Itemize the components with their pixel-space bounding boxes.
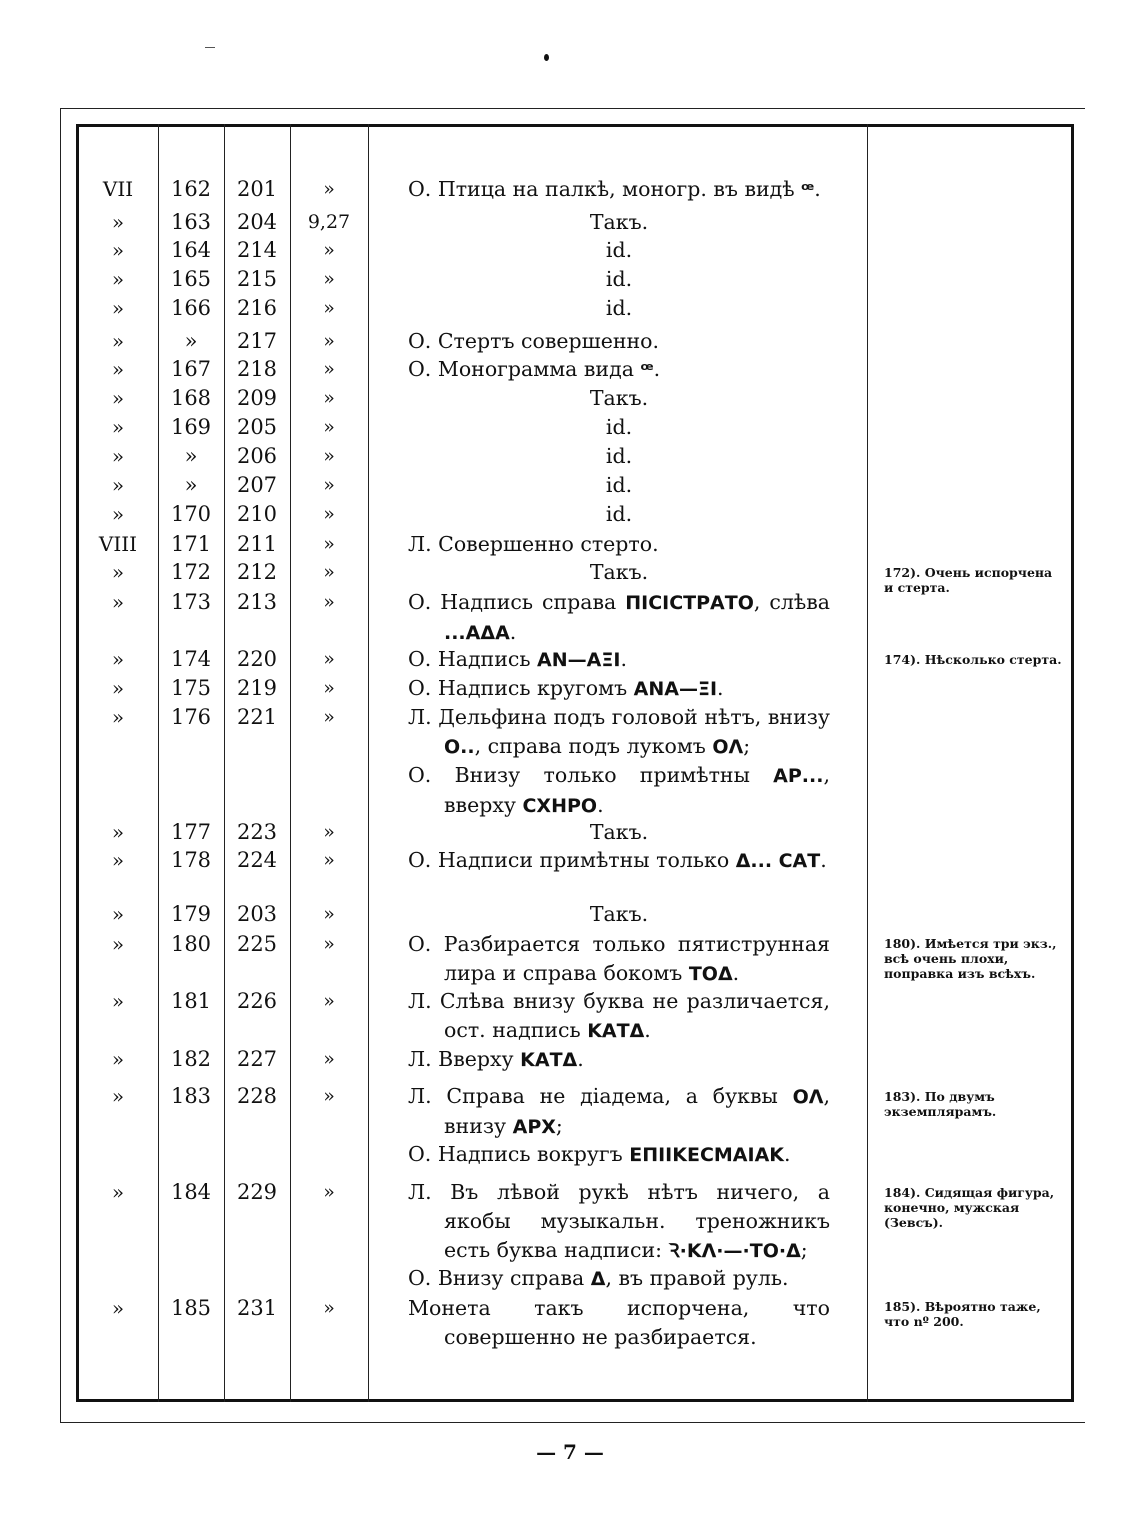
description	[408, 384, 830, 413]
page-number: — 7 —	[536, 1440, 604, 1464]
cell-c2: 180	[170, 932, 212, 956]
inscription-text: ΑΝ—ΑΞΙ	[537, 649, 621, 671]
description-text: О. Разбирается только пятиструнная лира и справа бокомъ	[408, 932, 830, 985]
inscription-text: ΑΝΑ—ΞΙ	[633, 678, 718, 700]
cell-c2: 177	[170, 820, 212, 844]
cell-c4: »	[323, 933, 335, 955]
description-text: Такъ.	[589, 902, 649, 926]
description	[408, 761, 830, 821]
description-text: id.	[605, 415, 633, 439]
cell-c4: »	[323, 330, 335, 352]
inscription-text: ΚΑΤΔ	[520, 1049, 578, 1071]
cell-c1: VIII	[98, 532, 138, 556]
inscription-text: ΠΙCΙCΤΡΑΤΟ	[625, 592, 754, 614]
description	[408, 818, 830, 847]
description	[408, 500, 830, 529]
cell-c2: »	[184, 444, 198, 468]
description-text: , внизу	[444, 1084, 830, 1138]
cell-c2: »	[184, 329, 198, 353]
description	[408, 1264, 830, 1294]
description	[408, 265, 830, 294]
description-text: О. Надпись кругомъ	[408, 676, 634, 700]
cell-c2: 167	[170, 357, 212, 381]
cell-c2: 184	[170, 1180, 212, 1204]
cell-c4: »	[323, 821, 335, 843]
description	[408, 442, 830, 471]
cell-c4: »	[323, 1297, 335, 1319]
note-174: 174). Нѣсколько стерта.	[884, 652, 1062, 667]
cell-c1: »	[111, 210, 125, 234]
cell-c4: »	[323, 474, 335, 496]
description-text: Л. Совершенно стерто.	[408, 532, 659, 556]
description	[408, 1045, 830, 1075]
column-divider	[867, 124, 868, 1402]
description-text: , въ правой руль.	[605, 1266, 789, 1290]
cell-c2: 171	[170, 532, 212, 556]
cell-c2: 182	[170, 1047, 212, 1071]
cell-c1: VII	[102, 177, 134, 201]
cell-c4: »	[323, 561, 335, 583]
cell-c3: 210	[236, 502, 278, 526]
inscription-text: Ο..	[444, 736, 475, 758]
description	[408, 645, 830, 675]
description-text: Л. Слѣва внизу буква не различается, ост. надпись	[408, 989, 830, 1042]
cell-c4: »	[323, 1048, 335, 1070]
cell-c1: »	[111, 647, 125, 671]
cell-c2: 166	[170, 296, 212, 320]
cell-c3: 214	[236, 238, 278, 262]
cell-c2: »	[184, 473, 198, 497]
description-text: Л. Вверху	[408, 1047, 521, 1071]
cell-c1: »	[111, 1084, 125, 1108]
cell-c1: »	[111, 415, 125, 439]
cell-c4: »	[323, 239, 335, 261]
cell-c1: »	[111, 329, 125, 353]
cell-c1: »	[111, 848, 125, 872]
cell-c4: »	[323, 706, 335, 728]
description-text: .	[784, 1142, 791, 1166]
description-text: .	[717, 676, 724, 700]
description-text: Л. Въ лѣвой рукѣ нѣтъ ничего, а якобы музыкальн. треножникъ есть буква надписи:	[408, 1180, 830, 1262]
description-text: .	[814, 177, 821, 201]
cell-c2: 174	[170, 647, 212, 671]
description-text: Такъ.	[589, 820, 649, 844]
description-text: Такъ.	[589, 386, 649, 410]
cell-c3: 224	[236, 848, 278, 872]
cell-c1: »	[111, 473, 125, 497]
cell-c3: 218	[236, 357, 278, 381]
inscription-text: ΤΟΔ	[688, 963, 733, 985]
inscription-text: ΟΛ	[792, 1086, 824, 1108]
description	[408, 1140, 830, 1170]
description-text: id.	[605, 502, 633, 526]
cell-c4: »	[323, 358, 335, 380]
inscription-text: CΑΤ	[778, 850, 821, 872]
inscription-text: ΑΡΧ	[512, 1116, 556, 1138]
cell-c2: 168	[170, 386, 212, 410]
description-text: ;	[800, 1238, 808, 1262]
cell-c4: »	[323, 503, 335, 525]
description	[408, 846, 830, 876]
description-text: id.	[605, 267, 633, 291]
scan-mark	[544, 54, 549, 61]
cell-c3: 221	[236, 705, 278, 729]
cell-c4: »	[323, 591, 335, 613]
description-text: О. Птица на палкѣ, моногр. въ видѣ	[408, 177, 802, 201]
description-text: , справа подъ лукомъ	[474, 734, 713, 758]
cell-c3: 205	[236, 415, 278, 439]
description-text: .	[820, 848, 827, 872]
description-text: О. Монограмма вида	[408, 357, 641, 381]
description-text: ;	[555, 1114, 563, 1138]
cell-c3: 226	[236, 989, 278, 1013]
note-180: 180). Имѣется три экз., всѣ очень плохи, поправка изъ всѣхъ.	[884, 936, 1057, 981]
note-183: 183). По двумъ экземплярамъ.	[884, 1089, 997, 1119]
cell-c4: »	[323, 677, 335, 699]
cell-c1: »	[111, 357, 125, 381]
inscription-text: Ꝛ·ΚΛ·—·ΤΟ·Δ	[668, 1240, 801, 1262]
description-text: О. Внизу только примѣтны	[408, 763, 774, 787]
cell-c1: »	[111, 296, 125, 320]
cell-c4: »	[323, 903, 335, 925]
description-text: .	[620, 647, 627, 671]
cell-c2: 178	[170, 848, 212, 872]
scan-mark	[205, 47, 215, 48]
cell-c2: 173	[170, 590, 212, 614]
cell-c3: 225	[236, 932, 278, 956]
inscription-text: ꟹ	[801, 179, 815, 201]
description-text: .	[644, 1018, 651, 1042]
description-text: , слѣва	[753, 590, 830, 614]
description	[408, 208, 830, 237]
description-text: О. Внизу справа	[408, 1266, 591, 1290]
cell-c3: 228	[236, 1084, 278, 1108]
inscription-text: CΧΗΡΟ	[522, 795, 598, 817]
cell-c4: »	[323, 178, 335, 200]
inscription-text: ꟹ	[640, 359, 654, 381]
description	[408, 987, 830, 1046]
inscription-text: Δ...	[735, 850, 773, 872]
cell-c1: »	[111, 902, 125, 926]
description	[408, 930, 830, 989]
cell-c2: 170	[170, 502, 212, 526]
cell-c3: 206	[236, 444, 278, 468]
cell-c4: »	[323, 416, 335, 438]
inscription-text: Δ	[590, 1268, 606, 1290]
cell-c4: »	[323, 533, 335, 555]
description-text: .	[597, 793, 604, 817]
description-text: О. Надпись справа	[408, 590, 626, 614]
note-185: 185). Вѣроятно таже, что nº 200.	[884, 1299, 1041, 1329]
description	[408, 703, 830, 762]
description-text: Л. Дельфина подъ головой нѣтъ, внизу	[408, 705, 830, 729]
cell-c1: »	[111, 444, 125, 468]
cell-c3: 223	[236, 820, 278, 844]
cell-c3: 217	[236, 329, 278, 353]
cell-c2: 176	[170, 705, 212, 729]
cell-c2: 165	[170, 267, 212, 291]
description	[408, 674, 830, 704]
cell-c3: 215	[236, 267, 278, 291]
cell-c1: »	[111, 560, 125, 584]
cell-c4: »	[323, 387, 335, 409]
cell-c1: »	[111, 932, 125, 956]
cell-c4: 9,27	[307, 211, 351, 233]
cell-c2: 172	[170, 560, 212, 584]
cell-c2: 163	[170, 210, 212, 234]
description-text: О. Надпись	[408, 647, 538, 671]
cell-c3: 231	[236, 1296, 278, 1320]
description	[408, 558, 830, 587]
cell-c3: 204	[236, 210, 278, 234]
description-text: id.	[605, 444, 633, 468]
cell-c3: 201	[236, 177, 278, 201]
inscription-text: ΑΡ...	[773, 765, 824, 787]
description-text: , вверху	[444, 763, 830, 817]
description-text: id.	[605, 238, 633, 262]
cell-c1: »	[111, 590, 125, 614]
description	[408, 1178, 830, 1266]
description-text: .	[577, 1047, 584, 1071]
cell-c1: »	[111, 705, 125, 729]
cell-c4: »	[323, 297, 335, 319]
description-text: Такъ.	[589, 560, 649, 584]
description	[408, 327, 830, 356]
cell-c1: »	[111, 502, 125, 526]
cell-c1: »	[111, 989, 125, 1013]
cell-c1: »	[111, 1296, 125, 1320]
cell-c2: 175	[170, 676, 212, 700]
description	[408, 175, 830, 205]
description-text: О. Надписи примѣтны только	[408, 848, 736, 872]
cell-c3: 229	[236, 1180, 278, 1204]
cell-c1: »	[111, 238, 125, 262]
description-text: О. Надпись вокругъ	[408, 1142, 630, 1166]
cell-c4: »	[323, 1181, 335, 1203]
description	[408, 471, 830, 500]
cell-c4: »	[323, 445, 335, 467]
cell-c4: »	[323, 1085, 335, 1107]
description-text: .	[732, 961, 740, 985]
cell-c2: 162	[170, 177, 212, 201]
description	[408, 900, 830, 929]
cell-c4: »	[323, 268, 335, 290]
cell-c4: »	[323, 990, 335, 1012]
cell-c1: »	[111, 820, 125, 844]
cell-c1: »	[111, 1047, 125, 1071]
note-172: 172). Очень испорчена и стерта.	[884, 565, 1053, 595]
description-text: id.	[605, 296, 633, 320]
cell-c2: 185	[170, 1296, 212, 1320]
description	[408, 1082, 830, 1142]
cell-c1: »	[111, 1180, 125, 1204]
description-text: Л. Справа не діадема, а буквы	[408, 1084, 793, 1108]
cell-c2: 181	[170, 989, 212, 1013]
description	[408, 413, 830, 442]
description-text: Монета такъ испорчена, что совершенно не разбирается.	[408, 1296, 830, 1349]
cell-c2: 164	[170, 238, 212, 262]
description-text: .	[653, 357, 661, 381]
description-text: .	[509, 620, 517, 644]
description-text: О. Стертъ совершенно.	[408, 329, 660, 353]
description-text: Такъ.	[589, 210, 649, 234]
description	[408, 355, 830, 385]
description-text: ;	[743, 734, 751, 758]
cell-c3: 209	[236, 386, 278, 410]
cell-c2: 169	[170, 415, 212, 439]
cell-c4: »	[323, 648, 335, 670]
inscription-text: ΟΛ	[712, 736, 744, 758]
cell-c3: 212	[236, 560, 278, 584]
description	[408, 530, 830, 559]
description	[408, 1294, 830, 1352]
inscription-text: ΚΑΤΔ	[587, 1020, 645, 1042]
description-text: id.	[605, 473, 633, 497]
cell-c2: 179	[170, 902, 212, 926]
cell-c1: »	[111, 267, 125, 291]
description	[408, 236, 830, 265]
cell-c1: »	[111, 386, 125, 410]
inscription-text: ΕΠΙΙΚΕCΜΑΙΑΚ	[629, 1144, 785, 1166]
note-184: 184). Сидящая фигура, конечно, мужская (Зевсъ).	[884, 1185, 1055, 1230]
column-divider	[368, 124, 369, 1402]
cell-c3: 213	[236, 590, 278, 614]
cell-c3: 219	[236, 676, 278, 700]
cell-c3: 207	[236, 473, 278, 497]
inscription-text: ...ΑΔΑ	[444, 622, 510, 644]
description	[408, 294, 830, 323]
cell-c2: 183	[170, 1084, 212, 1108]
cell-c1: »	[111, 676, 125, 700]
cell-c4: »	[323, 849, 335, 871]
description	[408, 588, 830, 648]
cell-c3: 211	[236, 532, 278, 556]
cell-c3: 216	[236, 296, 278, 320]
cell-c3: 203	[236, 902, 278, 926]
cell-c3: 227	[236, 1047, 278, 1071]
cell-c3: 220	[236, 647, 278, 671]
